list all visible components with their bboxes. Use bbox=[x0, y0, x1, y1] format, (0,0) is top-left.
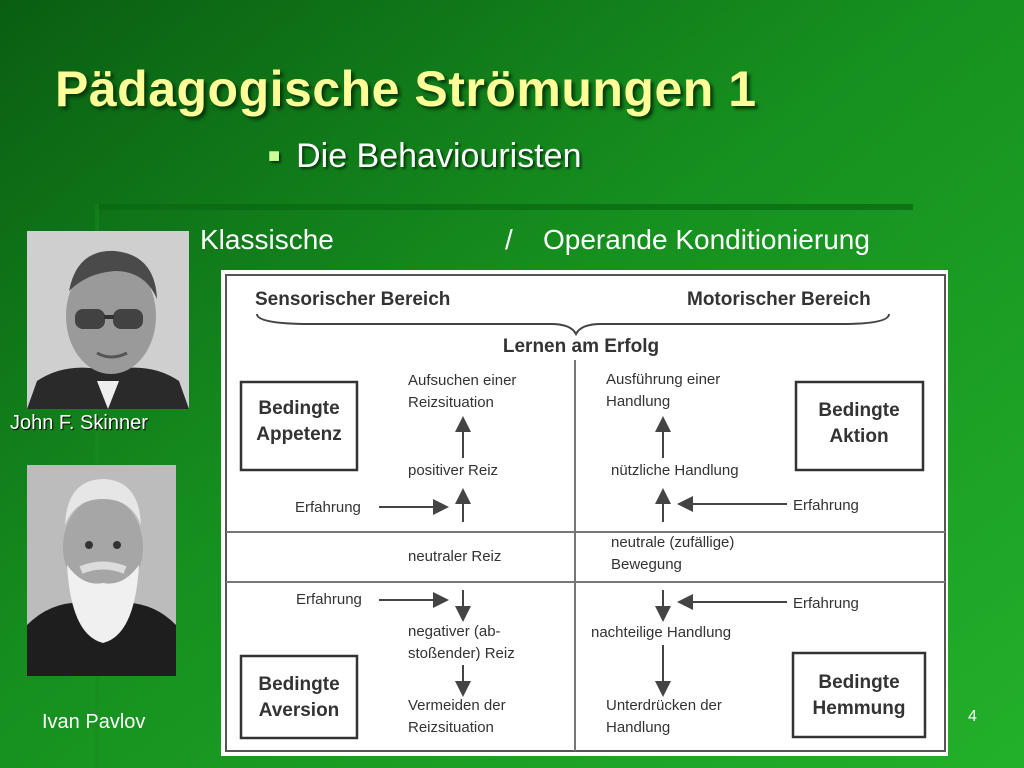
caption-pavlov: Ivan Pavlov bbox=[42, 711, 146, 733]
bullet-text: Die Behaviouristen bbox=[296, 137, 582, 175]
left-positive: positiver Reiz bbox=[408, 462, 499, 479]
right-neutral-line2: Bewegung bbox=[611, 556, 682, 573]
left-exp-bottom: Erfahrung bbox=[296, 591, 362, 608]
left-negative-line2: stoßender) Reiz bbox=[408, 645, 515, 662]
box-appetenz-line1: Bedingte bbox=[258, 398, 340, 419]
right-useful: nützliche Handlung bbox=[611, 462, 739, 479]
right-harmful: nachteilige Handlung bbox=[591, 624, 732, 641]
caption-skinner: John F. Skinner bbox=[10, 412, 148, 434]
decorative-band bbox=[95, 204, 913, 210]
left-bottom-line1: Vermeiden der bbox=[408, 697, 506, 714]
subheading-classical: Klassische bbox=[200, 224, 334, 255]
box-aversion bbox=[241, 656, 357, 738]
center-label: Lernen am Erfolg bbox=[502, 336, 660, 357]
box-appetenz-line2: Appetenz bbox=[256, 424, 342, 445]
slide-title: Pädagogische Strömungen 1 bbox=[55, 61, 757, 117]
header-motor: Motorischer Bereich bbox=[687, 289, 871, 310]
conditioning-diagram bbox=[221, 270, 948, 756]
box-aktion-line2: Aktion bbox=[829, 426, 889, 447]
subheading-operant: Operande Konditionierung bbox=[543, 224, 870, 255]
box-hemmung bbox=[793, 653, 925, 737]
pavlov-photo bbox=[27, 465, 176, 676]
page-number: 4 bbox=[968, 708, 977, 725]
subheading-separator: / bbox=[505, 224, 513, 255]
square-bullet-icon: ■ bbox=[268, 145, 281, 167]
right-exp-top: Erfahrung bbox=[793, 497, 859, 514]
bullet-item bbox=[268, 137, 581, 176]
right-top-line1: Ausführung einer bbox=[606, 371, 721, 388]
box-hemmung-line1: Bedingte bbox=[818, 672, 900, 693]
box-aversion-line2: Aversion bbox=[258, 700, 340, 721]
left-neutral: neutraler Reiz bbox=[408, 548, 502, 565]
right-exp-bottom: Erfahrung bbox=[793, 595, 859, 612]
left-exp-top: Erfahrung bbox=[295, 499, 361, 516]
header-sensory: Sensorischer Bereich bbox=[255, 289, 451, 310]
left-bottom-line2: Reizsituation bbox=[408, 719, 494, 736]
left-negative-line1: negativer (ab- bbox=[408, 623, 501, 640]
right-top-line2: Handlung bbox=[606, 393, 671, 410]
right-bottom-line2: Handlung bbox=[606, 719, 671, 736]
box-hemmung-line2: Hemmung bbox=[812, 698, 906, 719]
left-top-line1: Aufsuchen einer bbox=[408, 372, 517, 389]
right-neutral-line1: neutrale (zufällige) bbox=[611, 534, 735, 551]
box-aversion-line1: Bedingte bbox=[258, 674, 340, 695]
left-top-line2: Reizsituation bbox=[408, 394, 494, 411]
right-bottom-line1: Unterdrücken der bbox=[606, 697, 722, 714]
box-aktion-line1: Bedingte bbox=[818, 400, 900, 421]
skinner-photo bbox=[27, 231, 189, 409]
